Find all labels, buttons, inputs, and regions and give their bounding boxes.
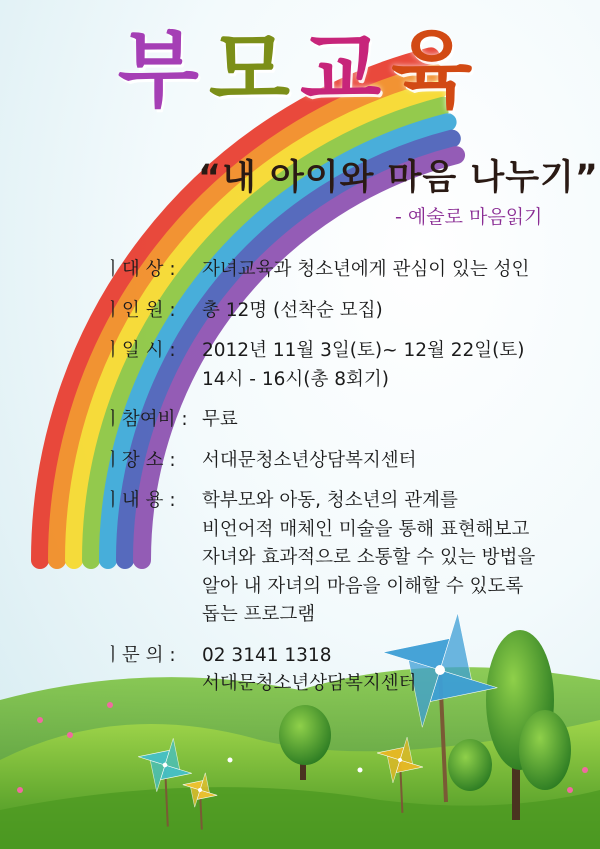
- info-row: [104, 406, 584, 435]
- title-char: 교: [300, 21, 392, 119]
- info-value-line: 무료: [202, 409, 238, 430]
- info-value-line: 학부모와 아동, 청소년의 관계를: [202, 490, 458, 511]
- info-label: ㅣ문 의 :: [104, 644, 176, 666]
- subtitle: “내 아이와 마음 나누기”: [198, 158, 599, 198]
- page-title: [0, 21, 600, 119]
- info-value-line: 14시 - 16시(총 8회기): [202, 368, 389, 390]
- title-char: 모: [208, 21, 300, 119]
- info-value: [202, 256, 529, 285]
- info-label: ㅣ대 상 :: [104, 259, 176, 280]
- info-label: ㅣ일 시 :: [104, 340, 176, 361]
- info-row: [104, 447, 584, 476]
- info-value: [202, 642, 416, 699]
- info-value: [202, 337, 524, 394]
- title-char: 부: [117, 21, 209, 119]
- info-row: [104, 487, 584, 630]
- info-list: [104, 256, 584, 711]
- subtitle-secondary: - 예술로 마음읽기: [395, 206, 543, 228]
- info-value-line: 2012년 11월 3일(토)~ 12월 22일(토): [202, 340, 525, 361]
- info-label: ㅣ참여비 :: [104, 409, 188, 430]
- info-value-line: 02 3141 1318: [202, 644, 332, 666]
- info-value-line: 서대문청소년상담복지센터: [202, 673, 417, 694]
- info-value-line: 서대문청소년상담복지센터: [202, 449, 417, 471]
- info-value-line: 돕는 프로그램: [202, 604, 316, 625]
- info-value: [202, 297, 383, 326]
- info-row: [104, 297, 584, 326]
- info-label: ㅣ내 용 :: [104, 490, 176, 511]
- info-value-line: 자녀와 효과적으로 소통할 수 있는 방법을: [202, 547, 536, 568]
- info-value-line: 비언어적 매체인 미술을 통해 표현해보고: [202, 518, 530, 540]
- info-label: ㅣ인 원 :: [104, 299, 176, 321]
- info-value: [202, 447, 416, 476]
- info-value-line: 자녀교육과 청소년에게 관심이 있는 성인: [202, 259, 530, 280]
- info-value-line: 알아 내 자녀의 마음을 이해할 수 있도록: [202, 575, 524, 597]
- info-row: [104, 256, 584, 285]
- title-char: 육: [391, 21, 483, 119]
- info-value: [202, 406, 238, 435]
- info-value: [202, 487, 535, 630]
- info-row: [104, 642, 584, 699]
- info-value-line: 총 12명 (선착순 모집): [202, 299, 383, 321]
- info-label: ㅣ장 소 :: [104, 449, 176, 471]
- info-row: [104, 337, 584, 394]
